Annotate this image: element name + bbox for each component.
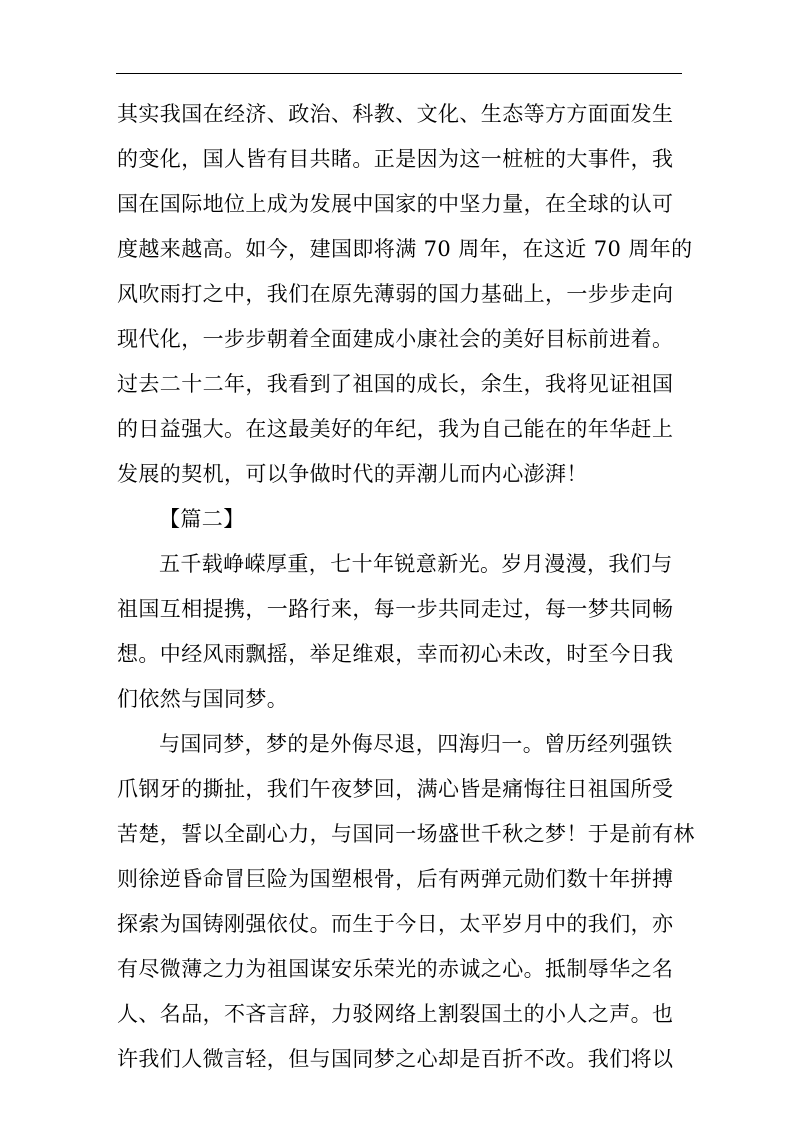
document-body bbox=[117, 92, 695, 1082]
text-line: 苦楚，誓以全副心力，与国同一场盛世千秋之梦！于是前有林 bbox=[117, 822, 695, 846]
text-line: 国在国际地位上成为发展中国家的中坚力量，在全球的认可 bbox=[117, 192, 674, 216]
text-line: 则徐逆昏命冒巨险为国塑根骨，后有两弹元勋们数十年拼搏 bbox=[117, 867, 674, 891]
text-line: 探索为国铸刚强依仗。而生于今日，太平岁月中的我们，亦 bbox=[117, 912, 674, 936]
text-line: 许我们人微言轻，但与国同梦之心却是百折不改。我们将以 bbox=[117, 1047, 674, 1071]
text-line: 祖国互相提携，一路行来，每一步共同走过，每一梦共同畅 bbox=[117, 597, 674, 621]
text-line: 风吹雨打之中，我们在原先薄弱的国力基础上，一步步走向 bbox=[117, 282, 674, 306]
text-line: 现代化，一步步朝着全面建成小康社会的美好目标前进着。 bbox=[117, 327, 674, 351]
text-line: 度越来越高。如今，建国即将满 70 周年，在这近 70 周年的 bbox=[117, 237, 693, 261]
text-line: 发展的契机，可以争做时代的弄潮儿而内心澎湃！ bbox=[117, 462, 588, 486]
text-line: 有尽微薄之力为祖国谋安乐荣光的赤诚之心。抵制辱华之名 bbox=[117, 957, 674, 981]
text-line: 爪钢牙的撕扯，我们午夜梦回，满心皆是痛悔往日祖国所受 bbox=[117, 777, 674, 801]
text-line: 过去二十二年，我看到了祖国的成长，余生，我将见证祖国 bbox=[117, 372, 674, 396]
section-heading: 【篇二】 bbox=[159, 507, 245, 531]
text-line: 们依然与国同梦。 bbox=[117, 687, 289, 711]
text-line: 其实我国在经济、政治、科教、文化、生态等方方面面发生 bbox=[117, 102, 674, 126]
header-rule bbox=[116, 73, 682, 74]
text-line: 想。中经风雨飘摇，举足维艰，幸而初心未改，时至今日我 bbox=[117, 642, 674, 666]
text-line: 人、名品，不吝言辞，力驳网络上割裂国土的小人之声。也 bbox=[117, 1002, 674, 1026]
text-line: 的日益强大。在这最美好的年纪，我为自己能在的年华赶上 bbox=[117, 417, 674, 441]
text-line: 与国同梦，梦的是外侮尽退，四海归一。曾历经列强铁 bbox=[159, 732, 673, 756]
text-line: 的变化，国人皆有目共睹。正是因为这一桩桩的大事件，我 bbox=[117, 147, 674, 171]
text-line: 五千载峥嵘厚重，七十年锐意新光。岁月漫漫，我们与 bbox=[159, 552, 673, 576]
